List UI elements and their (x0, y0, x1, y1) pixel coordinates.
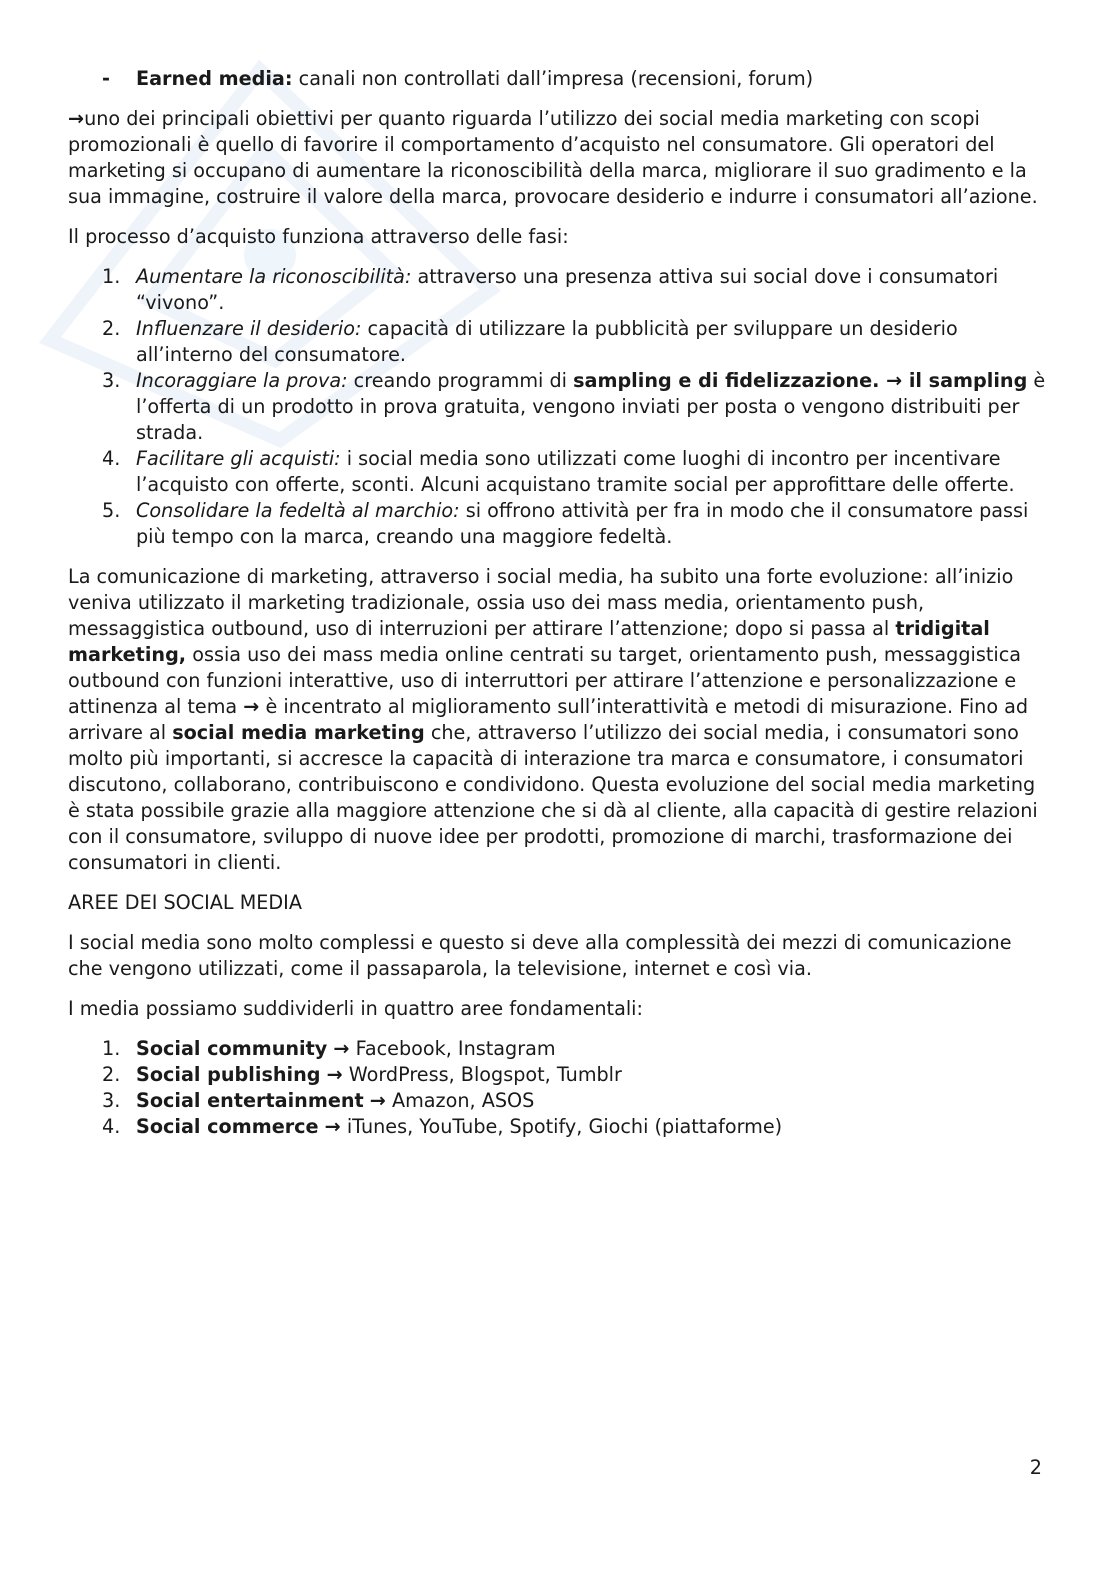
list-item (68, 316, 1052, 368)
list-number: 1. (102, 1037, 121, 1060)
list-number: 4. (102, 1115, 121, 1138)
area-term: Social entertainment (136, 1089, 364, 1112)
list-item (68, 1062, 1052, 1088)
list-number: 2. (102, 317, 121, 340)
section-heading: AREE DEI SOCIAL MEDIA (68, 891, 302, 914)
phase-text: i social media sono utilizzati come luoghi di incontro per incentivare l’acquisto con offerte, sconti. Alcuni acquistano tramite social per approfittare delle offerte. (136, 447, 1015, 496)
evolution-text: ossia uso dei mass media online centrati su target, orientamento push, messaggistica outbound con funzioni interattive, uso di interruttori per attirare l’attenzione e personalizzazione e attinenza al tema (68, 643, 1022, 718)
list-item (68, 1114, 1052, 1140)
purchase-phases-list (68, 264, 1052, 550)
arrow-icon: → (243, 695, 260, 718)
phase-term: Consolidare la fedeltà al marchio: (136, 499, 460, 522)
area-term: Social publishing (136, 1063, 321, 1086)
tridigital-term: tridigital marketing, (68, 617, 990, 666)
list-item (68, 1036, 1052, 1062)
social-areas-list (68, 1036, 1052, 1140)
phase-term: Incoraggiare la prova: (136, 369, 348, 392)
list-number: 2. (102, 1063, 121, 1086)
area-text: Facebook, Instagram (349, 1037, 556, 1060)
area-text: iTunes, YouTube, Spotify, Giochi (piattaforme) (340, 1115, 783, 1138)
list-number: 1. (102, 265, 121, 288)
phase-text: è l’offerta di un prodotto in prova gratuita, vengono inviati per posta o vengono distribuiti per strada. (136, 369, 1046, 444)
area-text: WordPress, Blogspot, Tumblr (342, 1063, 622, 1086)
phase-term: Influenzare il desiderio: (136, 317, 362, 340)
evolution-text: è incentrato al miglioramento sull’interattività e metodi di misurazione. Fino ad arrivare al (68, 695, 1029, 744)
phase-text: attraverso una presenza attiva sui social dove i consumatori “vivono”. (136, 265, 999, 314)
paragraph-evolution (68, 564, 1052, 876)
document-page (68, 66, 1052, 1154)
list-item (68, 498, 1052, 550)
phase-bold: sampling e di fidelizzazione. (573, 369, 887, 392)
bullet-dash: - (102, 67, 110, 90)
list-number: 4. (102, 447, 121, 470)
evolution-text: La comunicazione di marketing, attraverso i social media, ha subito una forte evoluzione: all’inizio veniva utilizzato il marketing tradizionale, ossia uso dei mass media, orientamento push, messaggistica outbound, uso di interruzioni per attirare l’attenzione; dopo si passa al (68, 565, 1014, 640)
list-item (68, 1088, 1052, 1114)
arrow-icon: → (324, 1115, 341, 1138)
phase-text: si offrono attività per fra in modo che il consumatore passi più tempo con la marca, creando una maggiore fedeltà. (136, 499, 1029, 548)
paragraph-process-intro: Il processo d’acquisto funziona attraverso delle fasi: (68, 225, 569, 248)
list-number: 3. (102, 1089, 121, 1112)
paragraph-complexity: I social media sono molto complessi e questo si deve alla complessità dei mezzi di comunicazione che vengono utilizzati, come il passaparola, la televisione, internet e così via. (68, 931, 1012, 980)
list-item (68, 368, 1052, 446)
list-number: 5. (102, 499, 121, 522)
arrow-icon: → (333, 1037, 350, 1060)
earned-media-text: canali non controllati dall’impresa (recensioni, forum) (292, 67, 814, 90)
area-term: Social community (136, 1037, 328, 1060)
evolution-text: che, attraverso l’utilizzo dei social media, i consumatori sono molto più importanti, si accresce la capacità di interazione tra marca e consumatore, i consumatori discutono, collaborano, contribuiscono e condividono. Questa evoluzione del social media marketing è stata possibile grazie alla maggiore attenzione che si dà al cliente, alla capacità di gestire relazioni con il consumatore, sviluppo di nuove idee per prodotti, promozione di marchi, trasformazione dei consumatori in clienti. (68, 721, 1038, 874)
phase-bold: il sampling (902, 369, 1028, 392)
area-term: Social commerce (136, 1115, 319, 1138)
phase-term: Aumentare la riconoscibilità: (136, 265, 412, 288)
paragraph-areas-intro: I media possiamo suddividerli in quattro aree fondamentali: (68, 997, 643, 1020)
objectives-text: uno dei principali obiettivi per quanto riguarda l’utilizzo dei social media marketing con scopi promozionali è quello di favorire il comportamento d’acquisto nel consumatore. Gli operatori del marketing si occupano di aumentare la riconoscibilità della marca, migliorare il suo gradimento e la sua immagine, costruire il valore della marca, provocare desiderio e indurre i consumatori all’azione. (68, 107, 1038, 208)
phase-term: Facilitare gli acquisti: (136, 447, 341, 470)
arrow-icon: → (68, 107, 85, 130)
list-item (68, 264, 1052, 316)
arrow-icon: → (326, 1063, 343, 1086)
earned-media-bullet (68, 66, 1052, 92)
area-text: Amazon, ASOS (385, 1089, 535, 1112)
list-number: 3. (102, 369, 121, 392)
phase-text: creando programmi di (347, 369, 574, 392)
phase-text: capacità di utilizzare la pubblicità per sviluppare un desiderio all’interno del consumatore. (136, 317, 958, 366)
arrow-icon: → (369, 1089, 386, 1112)
arrow-icon: → (886, 369, 903, 392)
list-item (68, 446, 1052, 498)
earned-media-term: Earned media: (136, 67, 293, 90)
paragraph-objectives (68, 106, 1052, 210)
page-number: 2 (1029, 1456, 1042, 1479)
social-media-marketing-term: social media marketing (172, 721, 425, 744)
